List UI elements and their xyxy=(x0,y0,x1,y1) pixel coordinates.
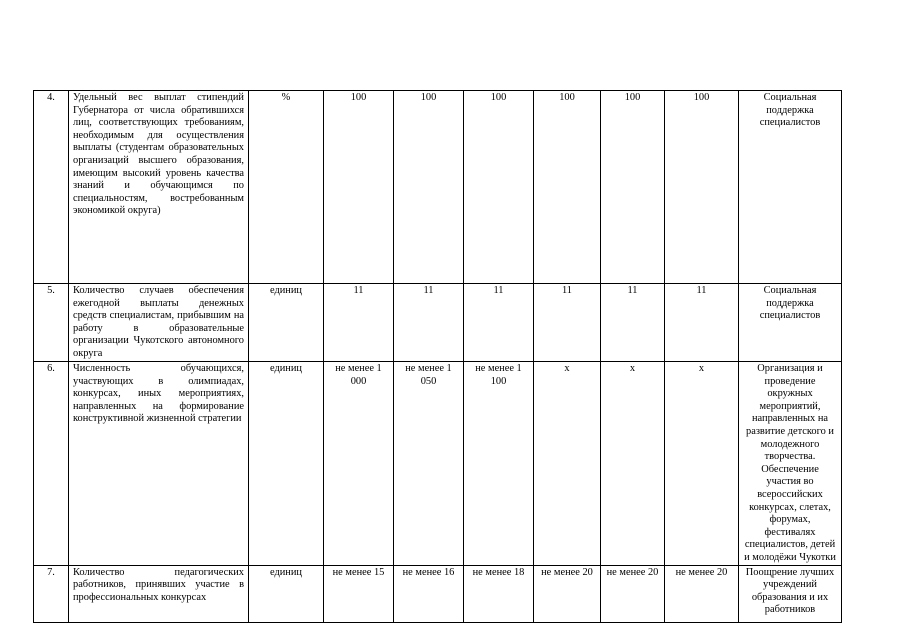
table-row xyxy=(34,565,842,622)
indicators-table xyxy=(33,90,842,623)
unit-of-measure: % xyxy=(249,91,324,284)
indicator-description: Численность обучающихся, участвующих в олимпиадах, конкурсах, иных мероприятиях, направленных на формирование конструктивной жизненной стратегии xyxy=(69,362,249,566)
indicator-value: 11 xyxy=(665,284,739,362)
indicator-value: не менее 1 100 xyxy=(464,362,534,566)
table-row xyxy=(34,284,842,362)
program-activity: Социальная поддержка специалистов xyxy=(739,284,842,362)
unit-of-measure: единиц xyxy=(249,284,324,362)
indicator-value: х xyxy=(534,362,601,566)
indicator-value: не менее 1 050 xyxy=(394,362,464,566)
table-body xyxy=(34,91,842,623)
program-activity: Организация и проведение окружных мероприятий, направленных на развитие детского и молодежного творчества. Обеспечение участия во всероссийских конкурсах, слетах, форумах, фестивалях специалистов, детей и молодёжи Чукотки xyxy=(739,362,842,566)
indicator-value: 11 xyxy=(464,284,534,362)
indicator-value: 100 xyxy=(324,91,394,284)
indicator-value: не менее 20 xyxy=(665,565,739,622)
unit-of-measure: единиц xyxy=(249,362,324,566)
row-number: 4. xyxy=(34,91,69,284)
indicator-value: 100 xyxy=(464,91,534,284)
indicator-value: не менее 20 xyxy=(534,565,601,622)
row-number: 5. xyxy=(34,284,69,362)
unit-of-measure: единиц xyxy=(249,565,324,622)
indicator-value: 100 xyxy=(534,91,601,284)
indicator-value: 100 xyxy=(665,91,739,284)
indicator-value: не менее 16 xyxy=(394,565,464,622)
row-number: 7. xyxy=(34,565,69,622)
indicator-value: х xyxy=(665,362,739,566)
indicator-value: не менее 1 000 xyxy=(324,362,394,566)
indicator-value: 100 xyxy=(601,91,665,284)
indicator-value: 11 xyxy=(534,284,601,362)
table-row xyxy=(34,362,842,566)
indicator-value: не менее 18 xyxy=(464,565,534,622)
indicator-value: не менее 15 xyxy=(324,565,394,622)
indicator-description: Удельный вес выплат стипендий Губернатора от числа обратившихся лиц, соответствующих требованиям, необходимым для осуществления выплаты (студентам образовательных организаций высшего образования, имеющим высокий уровень качества знаний и обучающимся по специальностям, востребованным экономикой округа) xyxy=(69,91,249,284)
indicator-value: 11 xyxy=(601,284,665,362)
row-number: 6. xyxy=(34,362,69,566)
indicator-description: Количество случаев обеспечения ежегодной выплаты денежных средств специалистам, прибывшим на работу в образовательные организации Чукотского автономного округа xyxy=(69,284,249,362)
table-row xyxy=(34,91,842,284)
indicator-value: 11 xyxy=(394,284,464,362)
indicator-value: 11 xyxy=(324,284,394,362)
indicator-description: Количество педагогических работников, принявших участие в профессиональных конкурсах xyxy=(69,565,249,622)
program-activity: Социальная поддержка специалистов xyxy=(739,91,842,284)
indicator-value: не менее 20 xyxy=(601,565,665,622)
indicator-value: 100 xyxy=(394,91,464,284)
program-activity: Поощрение лучших учреждений образования и их работников xyxy=(739,565,842,622)
indicator-value: х xyxy=(601,362,665,566)
